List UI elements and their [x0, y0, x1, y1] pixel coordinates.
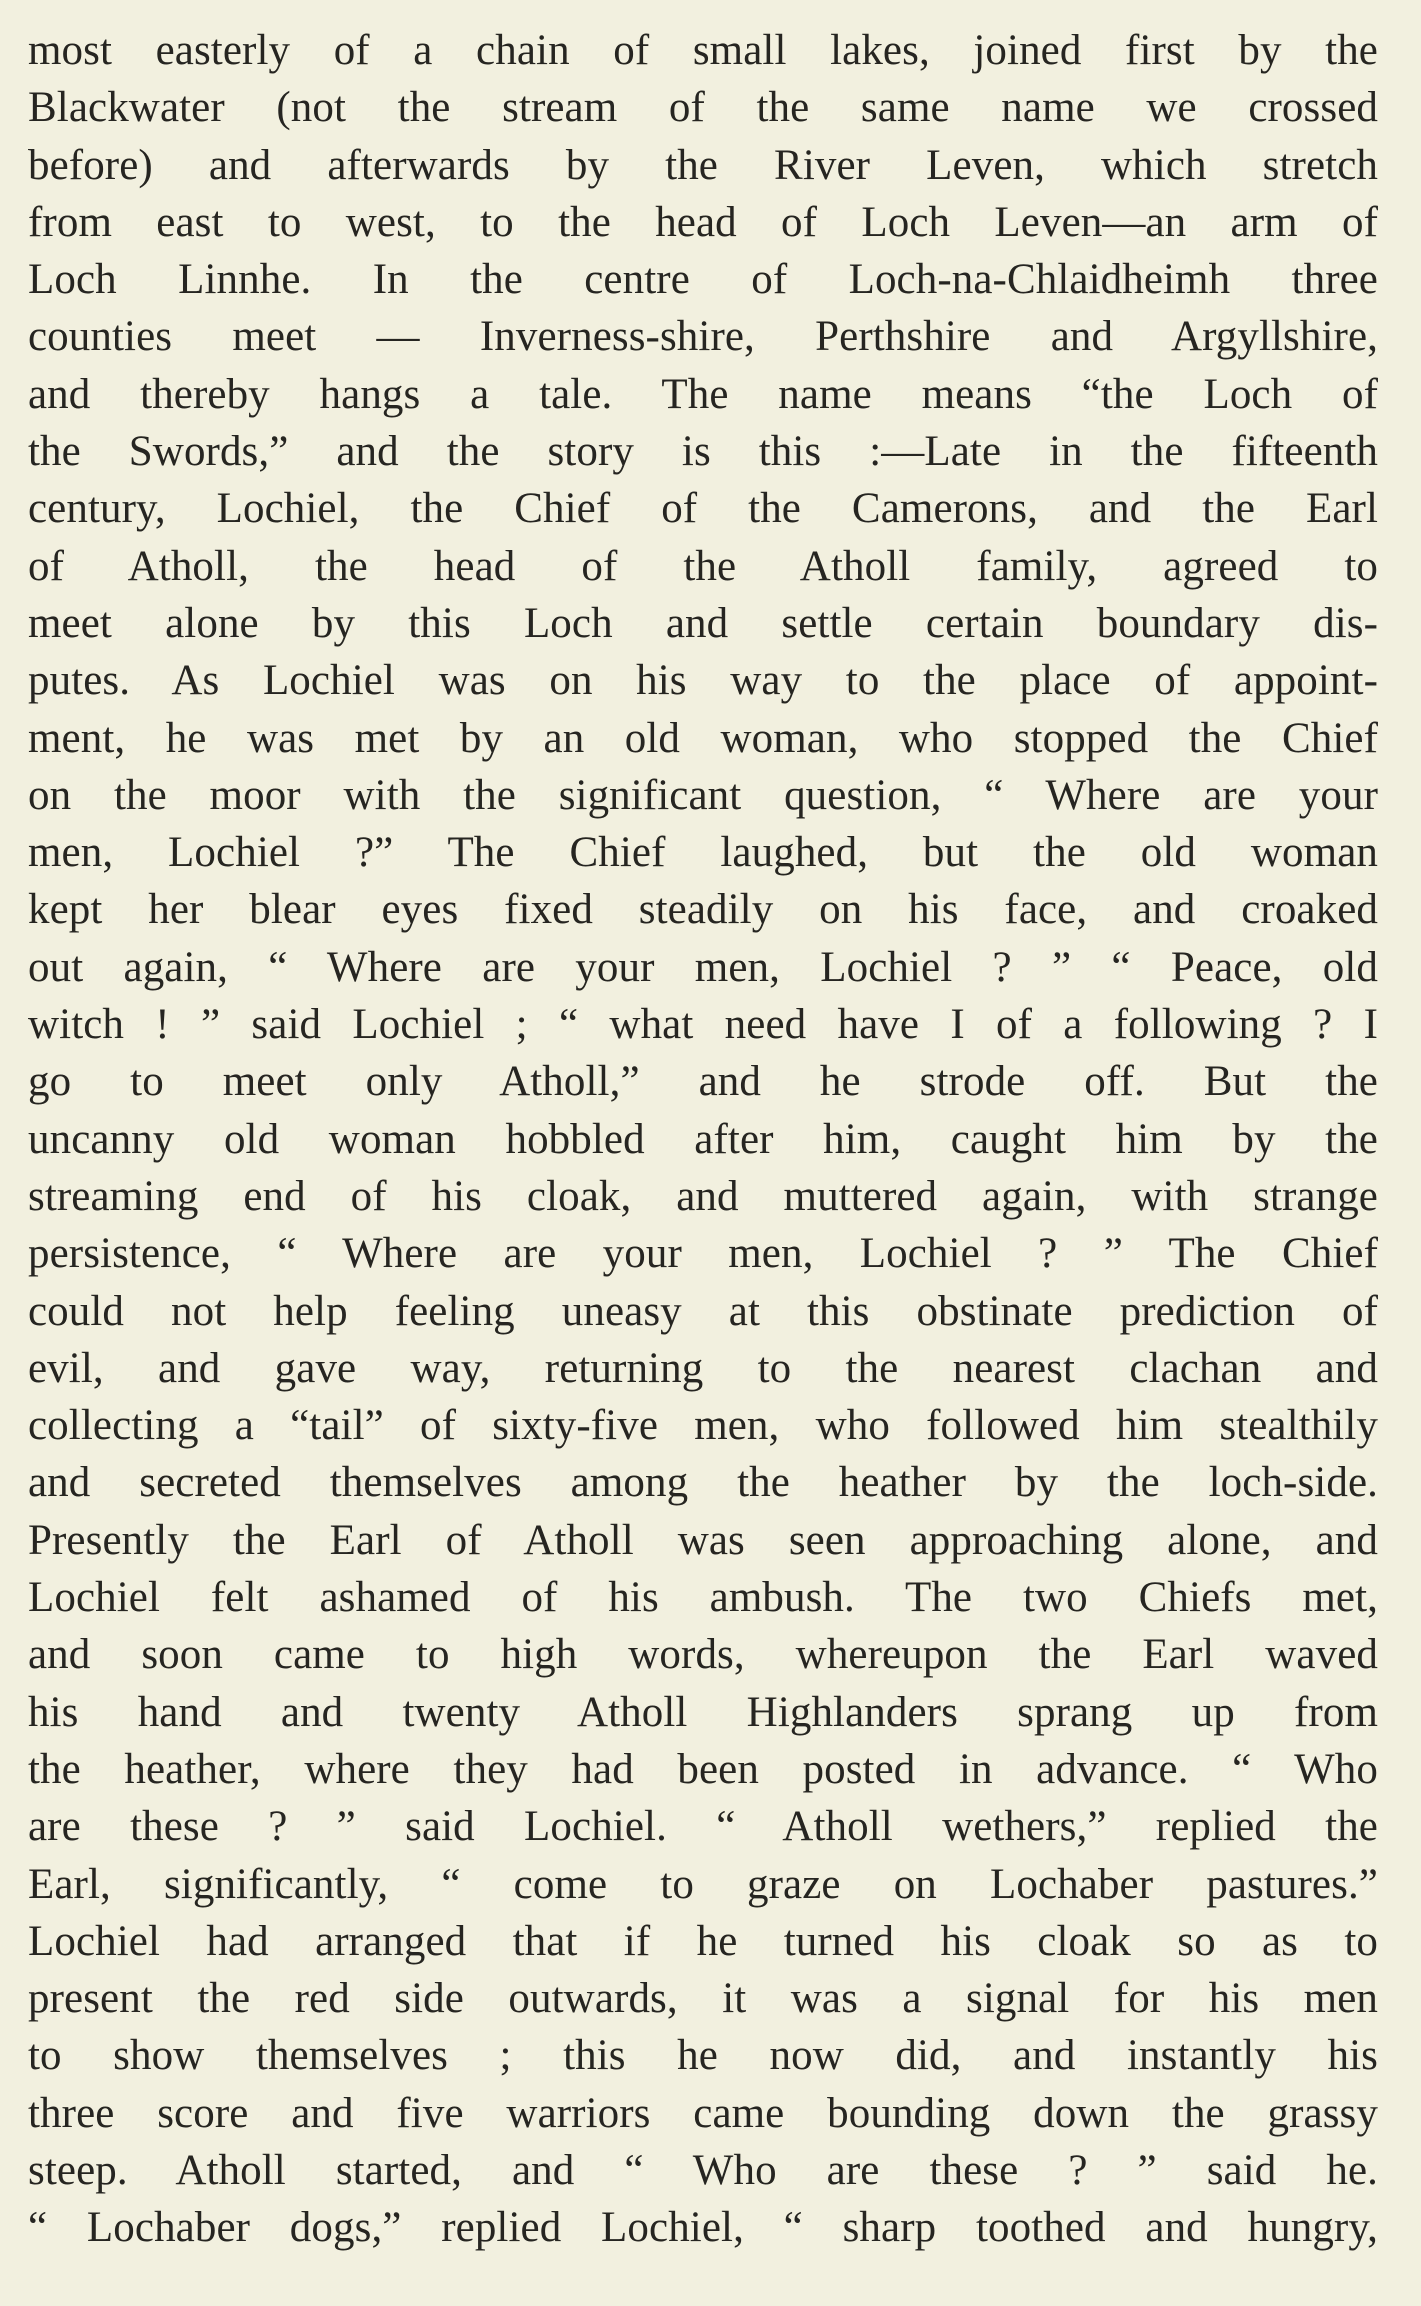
text-line-21: streaming end of his cloak, and muttered again, with strange: [28, 1172, 1378, 1220]
text-line-34: Lochiel had arranged that if he turned his cloak so as to: [28, 1917, 1378, 1965]
text-line-1: most easterly of a chain of small lakes, joined first by the: [28, 27, 1378, 74]
text-line-27: Presently the Earl of Atholl was seen approaching alone, and: [28, 1516, 1378, 1564]
text-line-18: witch ! ” said Lochiel ; “ what need have I of a following ? I: [28, 1001, 1378, 1049]
text-line-23: could not help feeling uneasy at this obstinate prediction of: [28, 1287, 1378, 1335]
text-line-36: to show themselves ; this he now did, and instantly his: [28, 2032, 1378, 2080]
text-line-17: out again, “ Where are your men, Lochiel ? ” “ Peace, old: [28, 943, 1378, 991]
text-line-39: “ Lochaber dogs,” replied Lochiel, “ sharp toothed and hungry,: [28, 2204, 1378, 2252]
text-line-25: collecting a “tail” of sixty-five men, who followed him stealthily: [28, 1402, 1378, 1450]
text-line-2: Blackwater (not the stream of the same name we crossed: [28, 84, 1378, 132]
text-line-4: from east to west, to the head of Loch Leven—an arm of: [28, 198, 1378, 246]
text-line-9: century, Lochiel, the Chief of the Camerons, and the Earl: [28, 485, 1378, 533]
text-line-32: are these ? ” said Lochiel. “ Atholl wethers,” replied the: [28, 1803, 1378, 1851]
text-line-14: on the moor with the significant question, “ Where are your: [28, 771, 1378, 819]
text-line-28: Lochiel felt ashamed of his ambush. The two Chiefs met,: [28, 1574, 1378, 1622]
text-line-7: and thereby hangs a tale. The name means “the Loch of: [28, 370, 1378, 418]
text-line-22: persistence, “ Where are your men, Lochiel ? ” The Chief: [28, 1230, 1378, 1278]
text-line-10: of Atholl, the head of the Atholl family, agreed to: [28, 542, 1378, 590]
text-line-16: kept her blear eyes fixed steadily on his face, and croaked: [28, 886, 1378, 934]
text-line-8: the Swords,” and the story is this :—Late in the fifteenth: [28, 428, 1378, 476]
text-line-20: uncanny old woman hobbled after him, caught him by the: [28, 1115, 1378, 1163]
text-line-38: steep. Atholl started, and “ Who are these ? ” said he.: [28, 2146, 1378, 2194]
text-line-15: men, Lochiel ?” The Chief laughed, but the old woman: [28, 829, 1378, 877]
text-line-11: meet alone by this Loch and settle certain boundary dis-: [28, 599, 1378, 647]
text-line-37: three score and five warriors came bounding down the grassy: [28, 2089, 1378, 2137]
text-line-3: before) and afterwards by the River Leven, which stretch: [28, 141, 1378, 189]
text-line-35: present the red side outwards, it was a signal for his men: [28, 1975, 1378, 2023]
text-line-31: the heather, where they had been posted in advance. “ Who: [28, 1745, 1378, 1793]
text-line-29: and soon came to high words, whereupon the Earl waved: [28, 1631, 1378, 1679]
text-line-19: go to meet only Atholl,” and he strode off. But the: [28, 1058, 1378, 1106]
text-line-6: counties meet — Inverness-shire, Perthshire and Argyllshire,: [28, 313, 1378, 361]
body-text: [28, 22, 1378, 2257]
text-line-24: evil, and gave way, returning to the nearest clachan and: [28, 1344, 1378, 1392]
text-line-12: putes. As Lochiel was on his way to the place of appoint-: [28, 657, 1378, 705]
text-line-26: and secreted themselves among the heather by the loch-side.: [28, 1459, 1378, 1507]
text-line-33: Earl, significantly, “ come to graze on Lochaber pastures.”: [28, 1860, 1378, 1908]
text-line-30: his hand and twenty Atholl Highlanders sprang up from: [28, 1688, 1378, 1736]
text-line-5: Loch Linnhe. In the centre of Loch-na-Chlaidheimh three: [28, 256, 1378, 304]
text-line-13: ment, he was met by an old woman, who stopped the Chief: [28, 714, 1378, 762]
